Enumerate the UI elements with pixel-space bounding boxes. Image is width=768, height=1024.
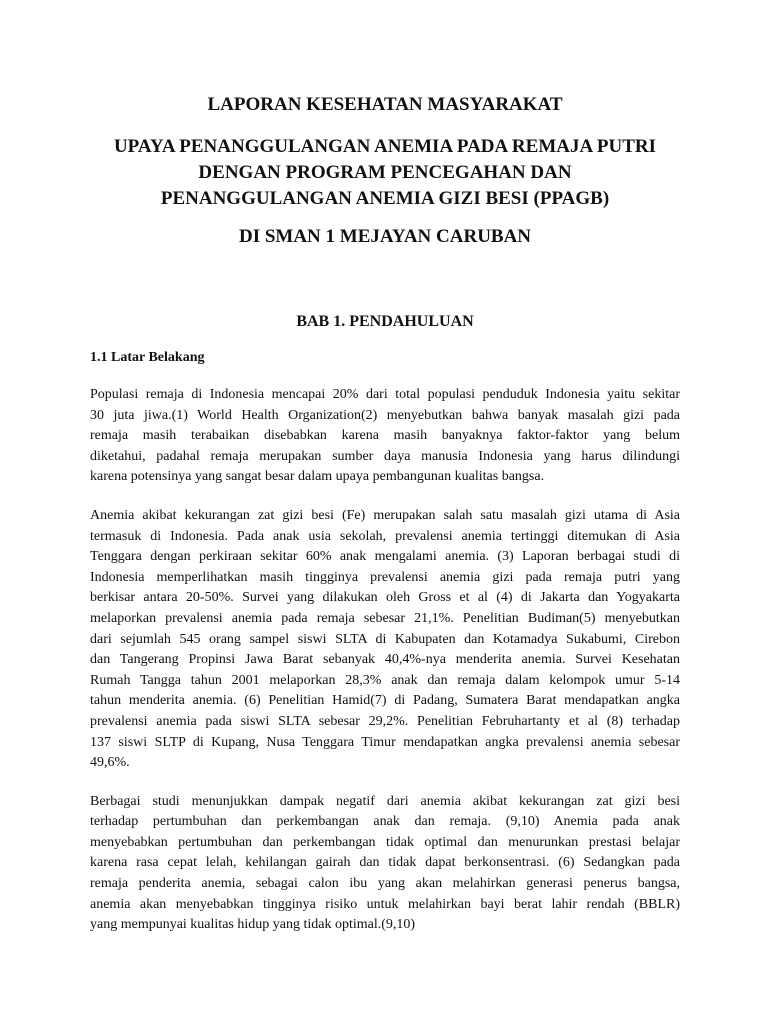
text-line: menyebabkan pertumbuhan dan perkembangan tidak optimal dan menurunkan prestasi belajar — [90, 834, 680, 850]
school-title: DI SMAN 1 MEJAYAN CARUBAN — [238, 226, 532, 247]
text-line: terhadap pertumbuhan dan perkembangan anak dan remaja. (9,10) Anemia pada anak — [90, 814, 680, 830]
text-line: remaja penderita anemia, sebagai calon ibu yang akan melahirkan generasi penerus bangsa, — [90, 876, 680, 892]
text-line: berkisar antara 20-50%. Survei yang dilakukan oleh Gross et al (4) di Jakarta dan Yogyakarta — [90, 590, 680, 606]
main-title — [90, 134, 680, 212]
text-line: karena potensinya yang sangat besar dalam upaya pembangunan kualitas bangsa. — [90, 469, 545, 485]
text-line: remaja masih terabaikan disebabkan karena masih banyaknya faktor-faktor yang belum — [90, 428, 680, 444]
text-line: 30 juta jiwa.(1) World Health Organization(2) menyebutkan bahwa banyak masalah gizi pada — [90, 407, 680, 423]
text-line: Rumah Tangga tahun 2001 melaporkan 28,3% anak dan remaja dalam kelompok umur 5-14 — [90, 672, 680, 688]
text-line: melaporkan prevalensi anemia pada remaja sebesar 21,1%. Penelitian Budiman(5) menyebutkan — [90, 610, 680, 626]
text-line: Anemia akibat kekurangan zat gizi besi (Fe) merupakan salah satu masalah gizi utama di Asia — [90, 507, 680, 523]
text-line: prevalensi anemia pada siswi SLTA sebesar 29,2%. Penelitian Februhartanty et al (8) terhadap — [90, 713, 680, 729]
text-line: Berbagai studi menunjukkan dampak negatif dari anemia akibat kekurangan zat gizi besi — [90, 793, 680, 809]
text-line: dari sejumlah 545 orang sampel siswi SLTA di Kabupaten dan Kotamadya Sukabumi, Cirebon — [90, 631, 680, 647]
paragraph-3 — [90, 792, 680, 936]
report-title: LAPORAN KESEHATAN MASYARAKAT — [207, 94, 563, 115]
paragraph-2 — [90, 506, 680, 774]
text-line: termasuk di Indonesia. Pada anak usia sekolah, prevalensi anemia tertinggi ditemukan di Asia — [90, 528, 680, 544]
text-line: karena rasa cepat lelah, kehilangan gairah dan tidak dapat berkonsentrasi. (6) Sedangkan pada — [90, 855, 680, 871]
paragraph-1 — [90, 385, 680, 488]
text-line: anemia akan menyebabkan tingginya risiko untuk melahirkan bayi berat lahir rendah (BBLR) — [90, 896, 680, 912]
text-line: Populasi remaja di Indonesia mencapai 20% dari total populasi penduduk Indonesia yaitu sekitar — [90, 387, 680, 402]
main-title-line: PENANGGULANGAN ANEMIA GIZI BESI (PPAGB) — [160, 188, 610, 209]
text-line: diketahui, padahal remaja merupakan sumber daya manusia Indonesia yang harus dilindungi — [90, 448, 680, 464]
text-line: tahun menderita anemia. (6) Penelitian Hamid(7) di Padang, Sumatera Barat mendapatkan angka — [90, 693, 680, 709]
text-line: 137 siswi SLTP di Kupang, Nusa Tenggara Timur mendapatkan angka prevalensi anemia sebesar — [90, 734, 680, 750]
text-line: yang mempunyai kualitas hidup yang tidak optimal.(9,10) — [90, 917, 416, 933]
section-title: 1.1 Latar Belakang — [90, 350, 205, 365]
main-title-line: DENGAN PROGRAM PENCEGAHAN DAN — [198, 162, 572, 183]
text-line: dan Tangerang Propinsi Jawa Barat sebanyak 40,4%-nya menderita anemia. Survei Kesehatan — [90, 652, 680, 668]
main-title-line: UPAYA PENANGGULANGAN ANEMIA PADA REMAJA PUTRI — [113, 136, 657, 157]
text-line: 49,6%. — [90, 755, 130, 771]
chapter-title: BAB 1. PENDAHULUAN — [296, 313, 474, 330]
title-block — [90, 94, 680, 248]
text-line: Tenggara dengan perkiraan sekitar 60% anak mengalami anemia. (3) Laporan berbagai studi di — [90, 549, 680, 565]
text-line: Indonesia memperlihatkan masih tingginya prevalensi anemia gizi pada remaja putri yang — [90, 569, 680, 585]
